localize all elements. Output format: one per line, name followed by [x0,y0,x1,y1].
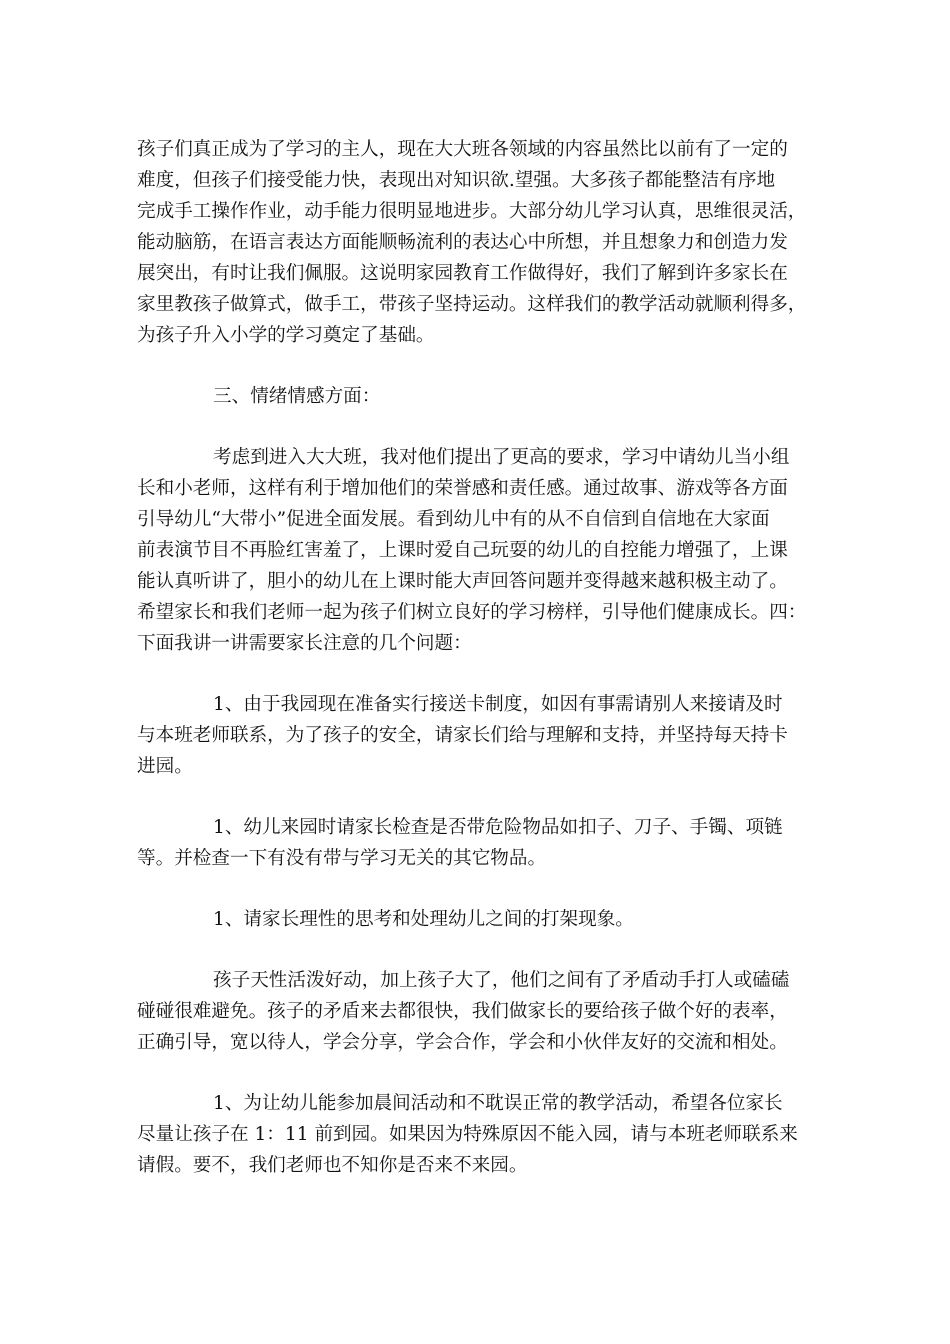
paragraph-child-nature [137,965,817,1058]
text-line: 完成手工操作作业，动手能力很明显地进步。大部分幼儿学习认真，思维很灵活， [137,201,807,222]
text-line: 孩子们真正成为了学习的主人，现在大大班各领域的内容虽然比以前有了一定的 [137,139,788,160]
text-line: 碰碰很难避免。孩子的矛盾来去都很快，我们做家长的要给孩子做个好的表率， [137,1001,788,1022]
text-line: 展突出，有时让我们佩服。这说明家园教育工作做得好，我们了解到许多家长在 [137,263,788,284]
text-line: 家里教孩子做算式，做手工，带孩子坚持运动。这样我们的教学活动就顺利得多， [137,294,807,315]
paragraph-arrival-time [137,1088,817,1181]
text-line: 能动脑筋，在语言表达方面能顺畅流利的表达心中所想，并且想象力和创造力发 [137,232,788,253]
text-line: 能认真听讲了，胆小的幼儿在上课时能大声回答问题并变得越来越积极主动了。 [137,571,788,592]
text-line: 正确引导，宽以待人，学会分享，学会合作，学会和小伙伴友好的交流和相处。 [137,1032,788,1053]
text-line: 1、由于我园现在准备实行接送卡制度，如因有事需请别人来接请及时 [213,694,783,715]
text-line: 孩子天性活泼好动，加上孩子大了，他们之间有了矛盾动手打人或磕磕 [213,970,790,991]
text-line: 希望家长和我们老师一起为孩子们树立良好的学习榜样，引导他们健康成长。四： [137,602,807,623]
text-line: 难度，但孩子们接受能力快，表现出对知识欲.望强。大多孩子都能整洁有序地 [137,170,776,191]
text-line: 请假。要不，我们老师也不知你是否来不来园。 [137,1155,528,1176]
text-line: 考虑到进入大大班，我对他们提出了更高的要求，学习中请幼儿当小组 [213,447,790,468]
text-line: 进园。 [137,756,193,777]
paragraph-dangerous-items [137,812,817,874]
text-line: 与本班老师联系，为了孩子的安全，请家长们给与理解和支持，并坚持每天持卡 [137,725,788,746]
text-line: 1、请家长理性的思考和处理幼儿之间的打架现象。 [213,909,634,930]
text-line: 为孩子升入小学的学习奠定了基础。 [137,325,435,346]
paragraph-pickup-card [137,689,817,782]
paragraph-learning-progress [137,134,817,351]
section-heading: 三、情绪情感方面： [213,386,381,407]
text-line: 等。并检查一下有没有带与学习无关的其它物品。 [137,848,547,869]
text-line: 前表演节目不再脸红害羞了，上课时爱自己玩耍的幼儿的自控能力增强了，上课 [137,540,788,561]
text-line: 1、幼儿来园时请家长检查是否带危险物品如扣子、刀子、手镯、项链 [213,817,783,838]
text-line: 尽量让孩子在 1：11 前到园。如果因为特殊原因不能入园，请与本班老师联系来 [137,1124,798,1145]
text-line: 1、为让幼儿能参加晨间活动和不耽误正常的教学活动，希望各位家长 [213,1093,783,1114]
section-heading-emotions [137,381,817,412]
paragraph-emotions [137,442,817,659]
paragraph-fighting [137,904,817,935]
text-line: 引导幼儿“大带小”促进全面发展。看到幼儿中有的从不自信到自信地在大家面 [137,509,770,530]
document-body [137,134,817,1181]
text-line: 下面我讲一讲需要家长注意的几个问题： [137,633,472,654]
text-line: 长和小老师，这样有利于增加他们的荣誉感和责任感。通过故事、游戏等各方面 [137,478,788,499]
